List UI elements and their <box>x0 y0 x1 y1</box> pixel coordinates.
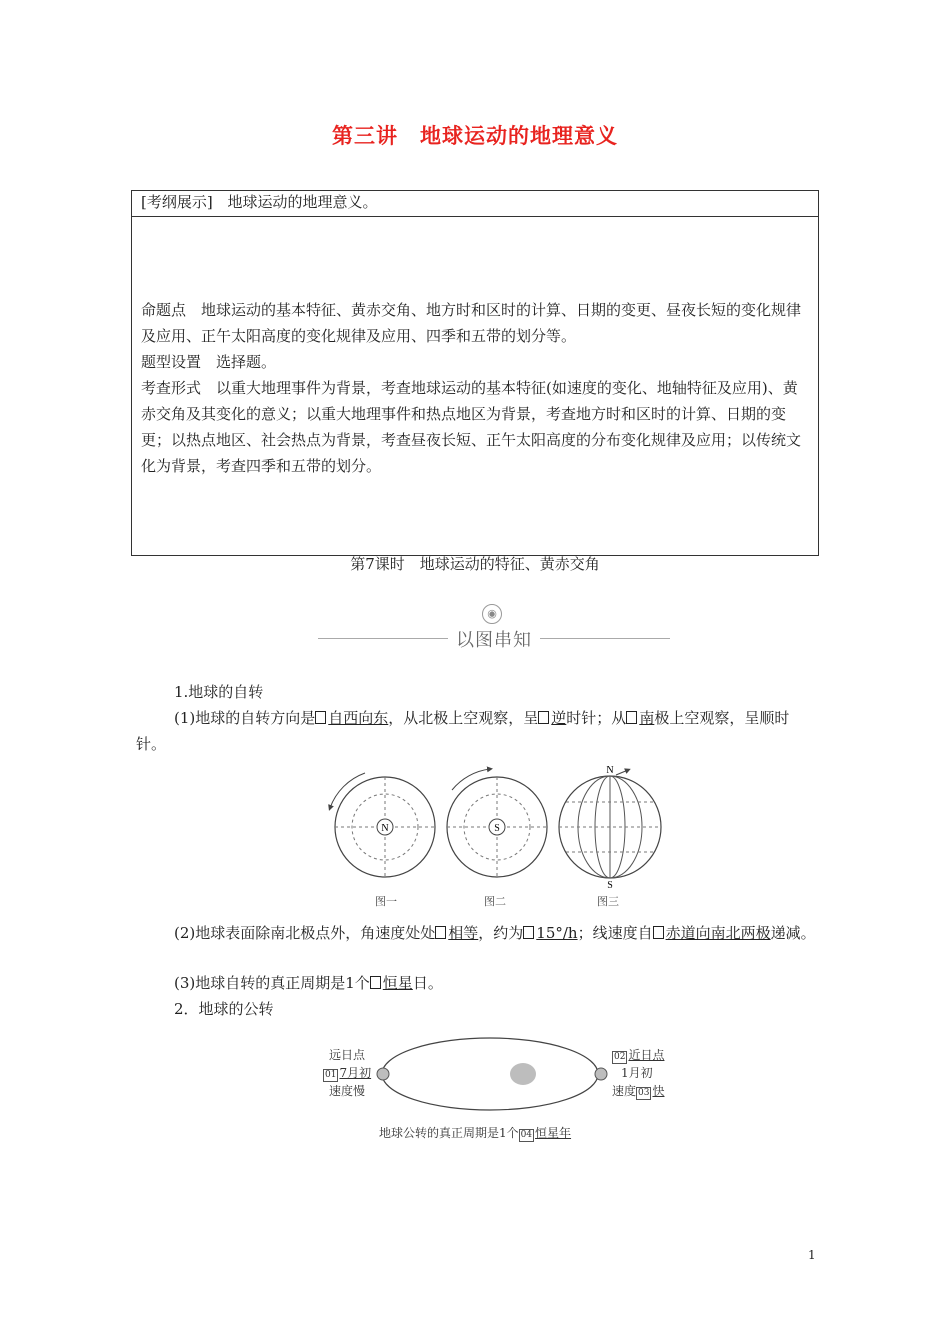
answer-blank-6: 赤道向南北两极 <box>653 924 771 942</box>
text: ；线速度自 <box>577 924 653 942</box>
outline-item-text: 选择题。 <box>216 353 277 371</box>
rotation-diagrams <box>320 760 670 910</box>
lesson-title: 第7课时 地球运动的特征、黄赤交角 <box>350 555 600 573</box>
perihelion-date: 1月初 <box>621 1066 653 1080</box>
text: 时针；从 <box>566 709 627 727</box>
section-banner <box>318 602 670 652</box>
answer-blank-5: 15°/h <box>523 924 577 942</box>
outline-item-proposition <box>141 297 809 349</box>
outline-item-label: 题型设置 <box>141 353 202 371</box>
orbit-caption: 地球公转的真正周期是1个 04 恒星年 <box>378 1126 572 1140</box>
svg-text:S: S <box>607 880 613 891</box>
page-title: 第三讲 地球运动的地理意义 <box>332 123 618 148</box>
heading-text: 2．地球的公转 <box>174 1000 274 1018</box>
banner-rule-left <box>318 638 448 639</box>
sun <box>510 1063 536 1085</box>
aphelion-name: 远日点 <box>329 1048 366 1062</box>
banner-text: 以图串知 <box>456 630 532 651</box>
figure-caption-2: 图二 <box>484 895 506 908</box>
text: 日。 <box>412 974 443 992</box>
outline-item-exam-form <box>141 375 809 479</box>
answer-blank-1: 自西向东 <box>315 709 388 727</box>
south-pole-view-diagram <box>447 769 547 877</box>
outline-topic: 地球运动的地理意义。 <box>227 193 378 211</box>
aphelion-label <box>323 1046 371 1100</box>
outline-label: [考纲展示] <box>141 193 213 211</box>
rotation-direction-paragraph <box>136 705 816 757</box>
section-heading-revolution <box>136 996 816 1022</box>
text: ，从北极上空观察，呈 <box>388 709 539 727</box>
exam-outline-box <box>131 190 819 556</box>
perihelion-name: 02 近日点 <box>614 1048 665 1062</box>
text: 极上空观察，呈顺时针。 <box>136 709 790 753</box>
text: ，约为 <box>478 924 524 942</box>
aphelion-date: 01 7月初 <box>325 1066 372 1080</box>
text: (2)地球表面除南北极点外，角速度处处 <box>174 924 436 942</box>
orbit-diagram <box>370 1035 610 1115</box>
answer-blank-4: 相等 <box>435 924 478 942</box>
perihelion-label <box>612 1046 664 1100</box>
rotation-period-paragraph <box>136 970 816 996</box>
text: 递减。 <box>770 924 816 942</box>
banner-rule-right <box>540 638 670 639</box>
svg-text:N: N <box>606 765 614 776</box>
outline-item-text: 地球运动的基本特征、黄赤交角、地方时和区时的计算、日期的变更、昼夜长短的变化规律及应用、正午太阳高度的变化规律及应用、四季和五带的划分等。 <box>141 301 802 345</box>
outline-item-label: 命题点 <box>141 301 187 319</box>
text: (1)地球的自转方向是 <box>174 709 316 727</box>
outline-header <box>132 191 818 217</box>
perihelion-speed: 速度 03 快 <box>612 1084 665 1098</box>
outline-item-label: 考查形式 <box>141 379 202 397</box>
outline-item-question-type <box>141 349 809 375</box>
earth-perihelion <box>595 1068 607 1080</box>
section-heading-rotation <box>136 679 816 705</box>
page-number: 1 <box>808 1248 816 1262</box>
aphelion-speed: 速度慢 <box>329 1084 366 1098</box>
heading-text: 1.地球的自转 <box>174 683 264 701</box>
svg-text:S: S <box>494 823 500 834</box>
answer-blank-7: 恒星 <box>370 974 413 992</box>
svg-text:N: N <box>381 823 389 834</box>
earth-aphelion <box>377 1068 389 1080</box>
figure-caption-1: 图一 <box>375 895 397 908</box>
side-view-globe-diagram <box>559 765 661 891</box>
answer-blank-3: 南 <box>626 709 654 727</box>
orbit-ellipse <box>382 1038 598 1110</box>
outline-item-text: 以重大地理事件为背景，考查地球运动的基本特征(如速度的变化、地轴特征及应用)、黄赤交角及其变化的意义；以重大地理事件和热点地区为背景，考查地方时和区时的计算、日期的变更；以热点地区、社会热点为背景，考查昼夜长短、正午太阳高度的分布变化规律及应用；以传统文化为背景，考查四季和五带的划分。 <box>141 379 802 475</box>
location-pin-icon: ◉ <box>482 604 502 624</box>
figure-caption-3: 图三 <box>597 895 619 908</box>
north-pole-view-diagram <box>330 773 435 877</box>
answer-blank-2: 逆 <box>538 709 566 727</box>
angular-velocity-paragraph <box>136 920 816 946</box>
outline-body <box>132 217 818 479</box>
text: (3)地球自转的真正周期是1个 <box>174 974 370 992</box>
